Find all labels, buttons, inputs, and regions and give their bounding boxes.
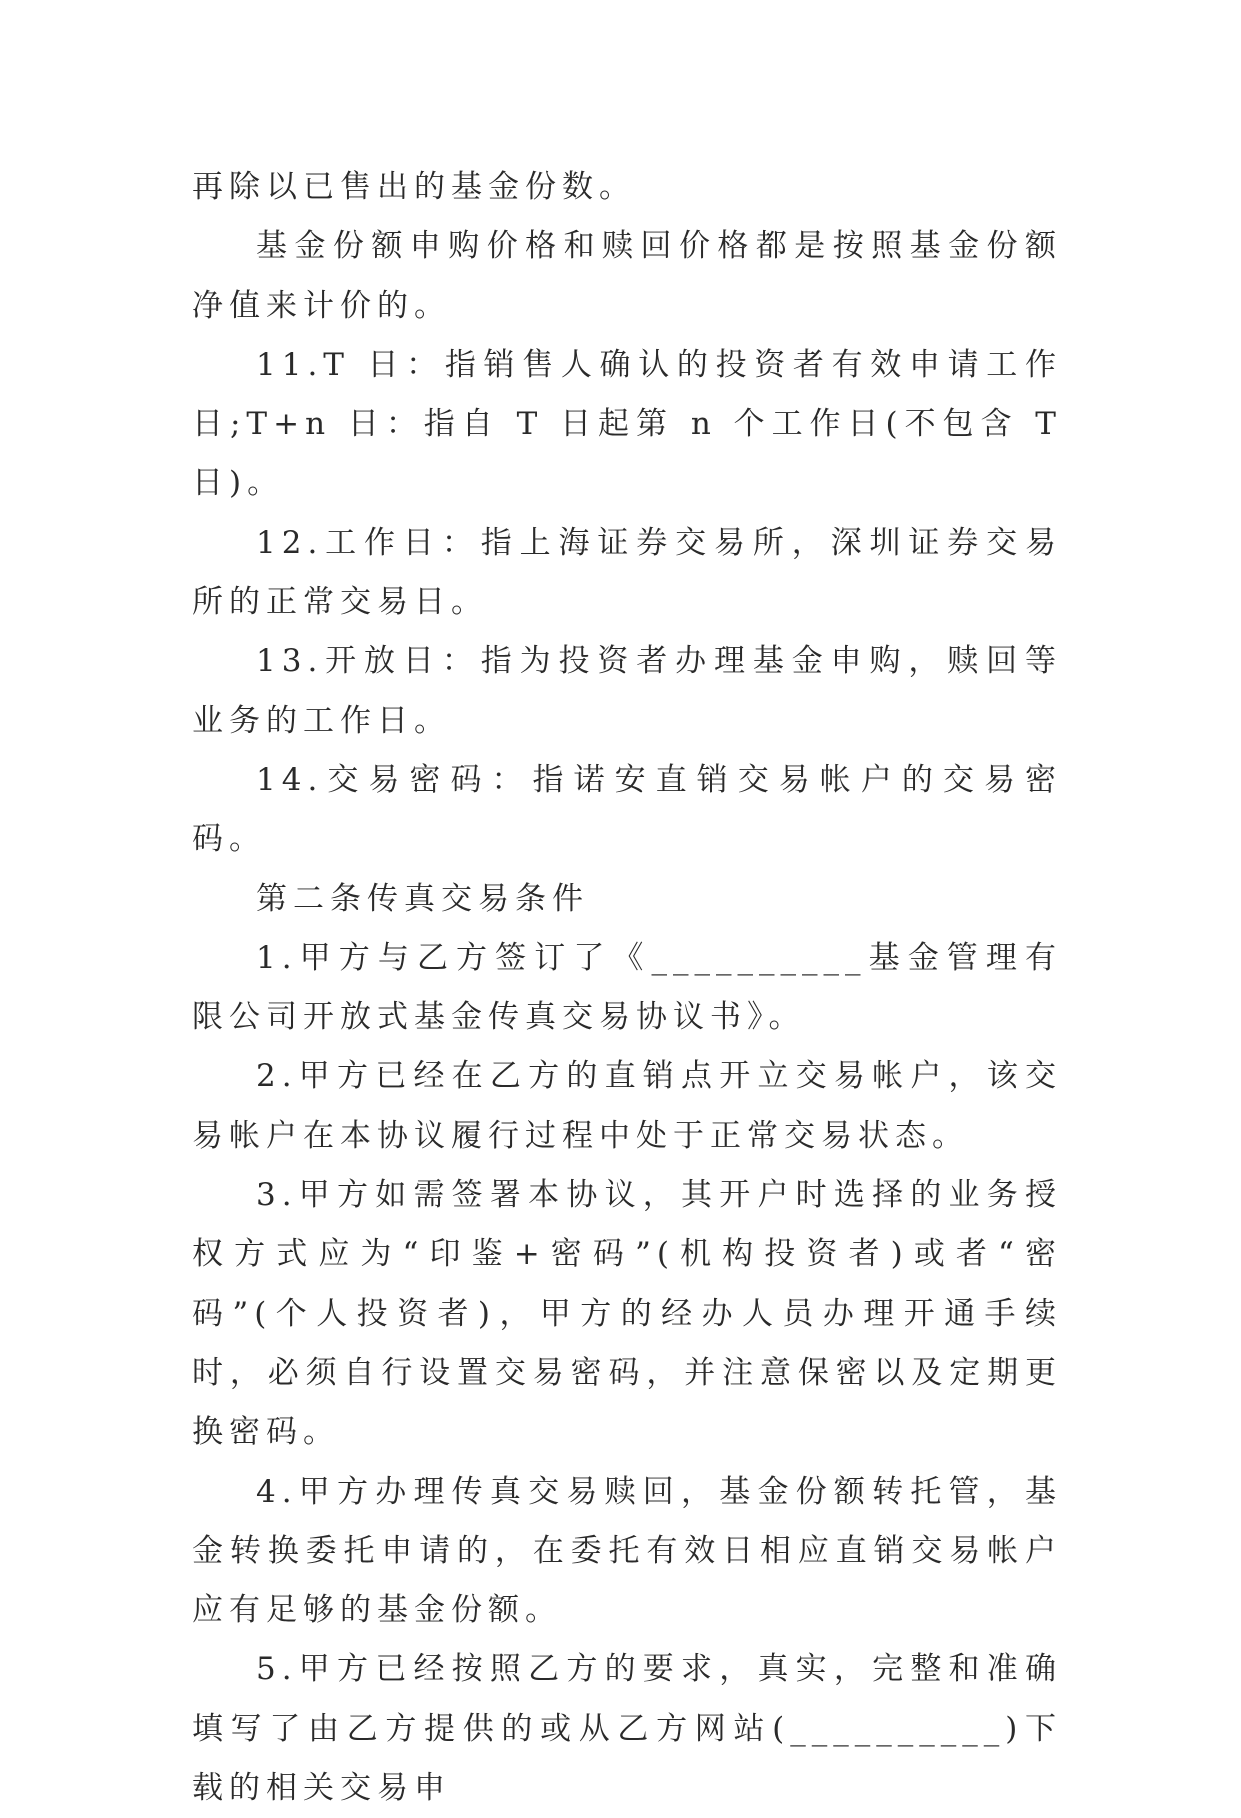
paragraph: 再除以已售出的基金份数。 <box>192 169 636 205</box>
condition-item-4: 4.甲方办理传真交易赎回，基金份额转托管，基金转换委托申请的，在委托有效日相应直销交易帐户应有足够的基金份额。 <box>192 1473 1062 1629</box>
document-body <box>192 158 1062 1818</box>
condition-item-2: 2.甲方已经在乙方的直销点开立交易帐户，该交易帐户在本协议履行过程中处于正常交易状态。 <box>192 1058 1062 1154</box>
condition-item-1: 1.甲方与乙方签订了《__________基金管理有限公司开放式基金传真交易协议书》。 <box>192 939 1062 1036</box>
paragraph: 基金份额申购价格和赎回价格都是按照基金份额净值来计价的。 <box>192 228 1062 324</box>
definition-open-day: 13.开放日：指为投资者办理基金申购，赎回等业务的工作日。 <box>192 643 1062 739</box>
section-heading: 第二条传真交易条件 <box>256 880 589 917</box>
condition-item-3: 3.甲方如需签署本协议，其开户时选择的业务授权方式应为“印鉴+密码”(机构投资者)或者“密码”(个人投资者)，甲方的经办人员办理开通手续时，必须自行设置交易密码，并注意保密以及定期更换密码。 <box>192 1177 1062 1451</box>
condition-item-5: 5.甲方已经按照乙方的要求，真实，完整和准确填写了由乙方提供的或从乙方网站(__________)下载的相关交易申 <box>192 1651 1062 1807</box>
definition-t-day: 11.T 日：指销售人确认的投资者有效申请工作日;T+n 日：指自 T 日起第 n 个工作日(不包含 T 日)。 <box>192 346 1062 502</box>
definition-working-day: 12.工作日：指上海证券交易所，深圳证券交易所的正常交易日。 <box>192 524 1062 621</box>
definition-trade-password: 14.交易密码：指诺安直销交易帐户的交易密码。 <box>192 761 1062 858</box>
